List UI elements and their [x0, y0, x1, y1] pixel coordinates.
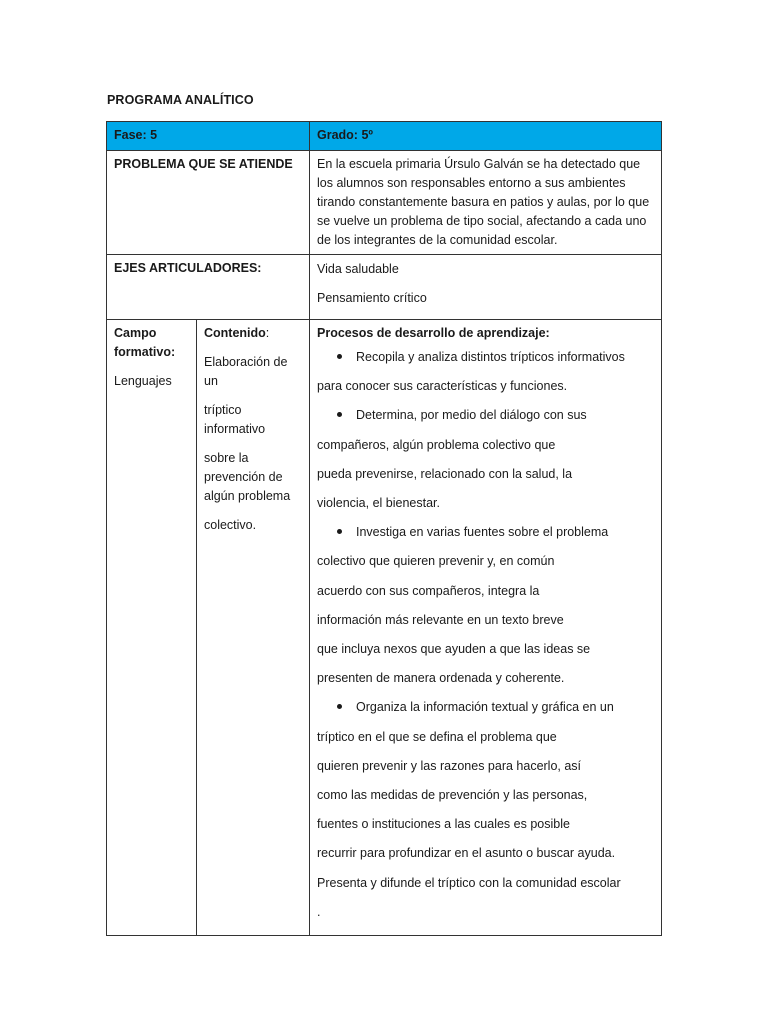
proceso-line [317, 781, 654, 810]
document-title: PROGRAMA ANALÍTICO [107, 93, 254, 107]
program-table [106, 121, 662, 936]
proceso-text: presenten de manera ordenada y coherente. [317, 671, 565, 686]
problema-row [107, 151, 662, 255]
problema-label: PROBLEMA QUE SE ATIENDE [107, 151, 310, 255]
ejes-label: EJES ARTICULADORES: [107, 255, 310, 320]
proceso-line [317, 577, 654, 606]
proceso-line [317, 606, 654, 635]
bullet-icon [337, 704, 342, 709]
proceso-line [317, 869, 654, 898]
proceso-text: información más relevante en un texto breve [317, 612, 564, 627]
campo-row [107, 320, 662, 936]
proceso-line [317, 518, 654, 547]
bullet-icon [337, 412, 342, 417]
proceso-line [317, 664, 654, 693]
procesos-list [317, 343, 654, 927]
procesos-label: Procesos de desarrollo de aprendizaje: [317, 326, 550, 340]
eje-item: Pensamiento crítico [317, 291, 427, 305]
bullet-icon [337, 354, 342, 359]
campo-cell [107, 320, 197, 936]
procesos-cell [310, 320, 662, 936]
proceso-line [317, 839, 654, 868]
proceso-line [317, 547, 654, 576]
proceso-line [317, 693, 654, 722]
contenido-colon: : [265, 326, 270, 340]
proceso-text: que incluya nexos que ayuden a que las ideas se [317, 642, 591, 657]
proceso-text: violencia, el bienestar. [317, 496, 440, 511]
proceso-line [317, 343, 654, 372]
contenido-line: Elaboración de un [204, 355, 288, 388]
proceso-line [317, 898, 654, 927]
grado-cell: Grado: 5º [310, 122, 662, 151]
proceso-text: fuentes o instituciones a las cuales es posible [317, 817, 570, 832]
proceso-text: colectivo que quieren prevenir y, en común [317, 554, 555, 569]
contenido-line: tríptico informativo [204, 403, 266, 436]
proceso-text: Organiza la información textual y gráfica en un [356, 700, 614, 715]
proceso-text: acuerdo con sus compañeros, integra la [317, 583, 540, 598]
contenido-label: Contenido [204, 326, 266, 340]
proceso-line [317, 489, 654, 518]
proceso-line [317, 752, 654, 781]
proceso-line [317, 635, 654, 664]
proceso-text: Recopila y analiza distintos trípticos informativos [356, 350, 625, 364]
header-row [107, 122, 662, 151]
fase-cell: Fase: 5 [107, 122, 310, 151]
proceso-line [317, 723, 654, 752]
ejes-row [107, 255, 662, 320]
contenido-line: sobre la prevención de algún problema [204, 451, 291, 503]
proceso-line [317, 460, 654, 489]
ejes-list [310, 255, 662, 320]
proceso-text: Investiga en varias fuentes sobre el problema [356, 525, 609, 540]
contenido-line: colectivo. [204, 518, 257, 532]
proceso-text: recurrir para profundizar en el asunto o buscar ayuda. [317, 846, 616, 861]
proceso-line [317, 431, 654, 460]
proceso-text: Presenta y difunde el tríptico con la comunidad escolar [317, 875, 621, 890]
campo-label: Campo formativo: [114, 326, 176, 359]
problema-text: En la escuela primaria Úrsulo Galván se ha detectado que los alumnos son responsables entorno a sus ambientes tirando constantemente basura en patios y aulas, por lo que se vuelve un problema de tipo social, afectando a cada uno de los integrantes de la comunidad escolar. [310, 151, 662, 255]
proceso-text: . [317, 904, 321, 919]
campo-value: Lenguajes [114, 374, 172, 388]
proceso-line [317, 372, 654, 401]
proceso-text: Determina, por medio del diálogo con sus [356, 408, 587, 423]
proceso-text: pueda prevenirse, relacionado con la salud, la [317, 466, 573, 481]
eje-item: Vida saludable [317, 262, 399, 276]
proceso-line [317, 810, 654, 839]
proceso-text: como las medidas de prevención y las personas, [317, 788, 588, 803]
proceso-text: para conocer sus características y funciones. [317, 379, 568, 394]
proceso-text: tríptico en el que se defina el problema que [317, 729, 557, 744]
proceso-text: compañeros, algún problema colectivo que [317, 437, 556, 452]
contenido-cell [197, 320, 310, 936]
proceso-line [317, 401, 654, 430]
bullet-icon [337, 529, 342, 534]
proceso-text: quieren prevenir y las razones para hacerlo, así [317, 758, 582, 773]
